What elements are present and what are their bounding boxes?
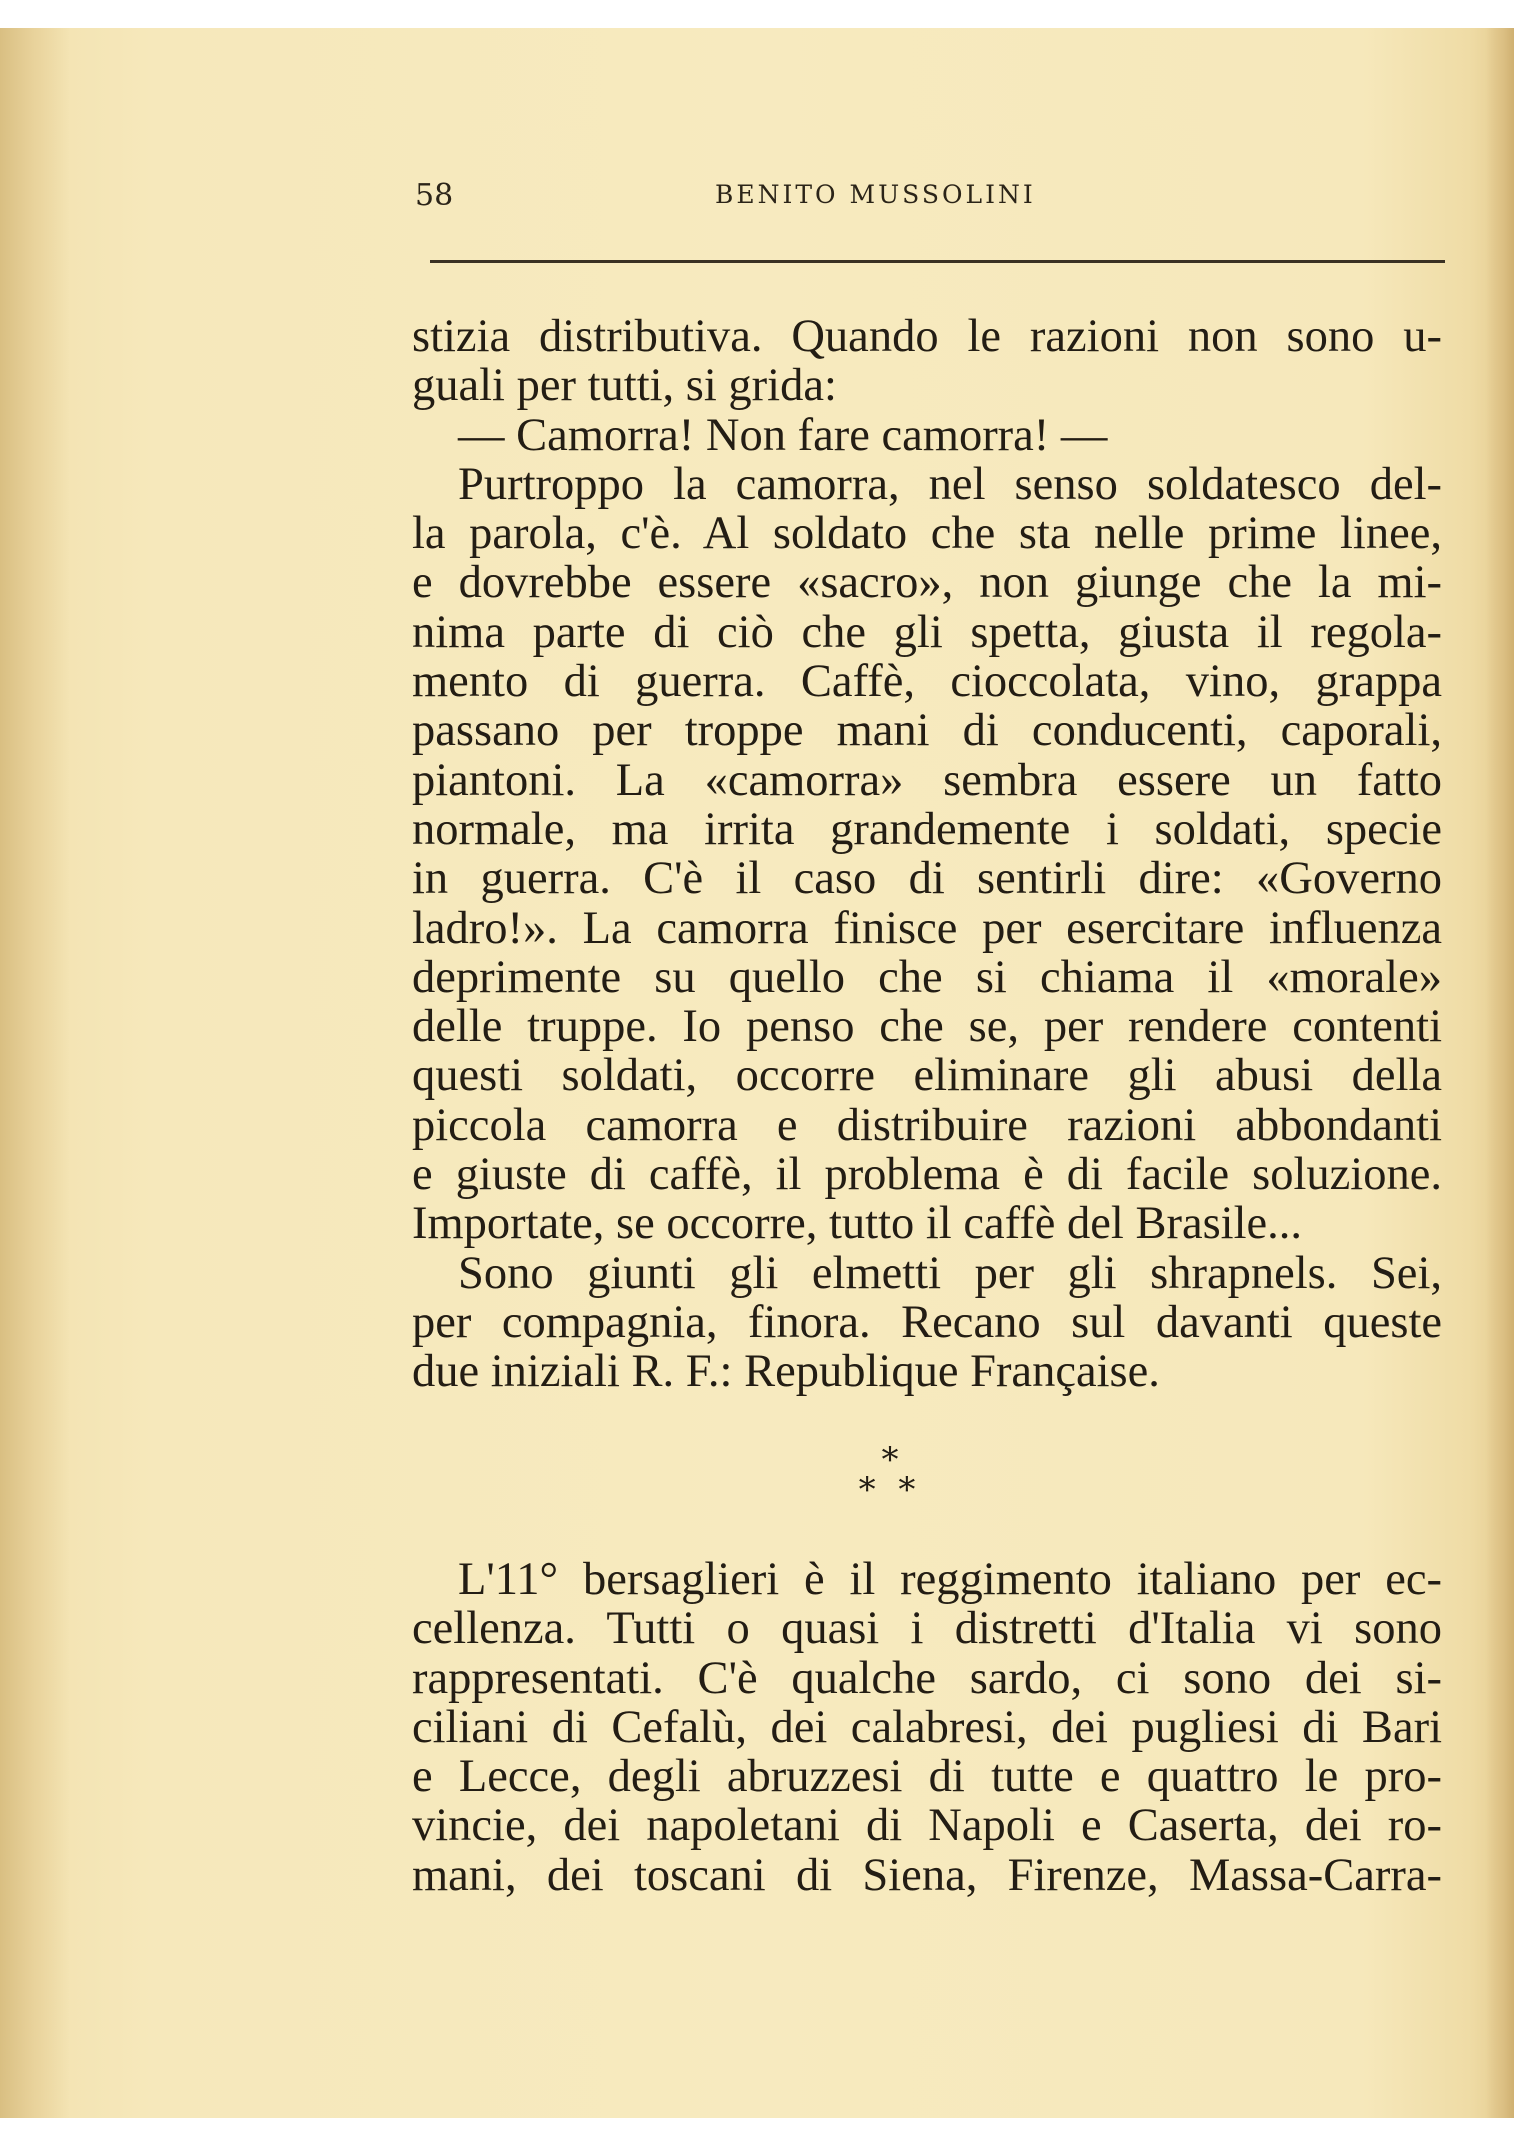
- text-line: piantoni. La «camorra» sembra essere un fatto: [412, 754, 1442, 806]
- text-line: per compagnia, finora. Recano sul davanti queste: [412, 1296, 1442, 1348]
- page-number: 58: [415, 178, 454, 213]
- text-line: e Lecce, degli abruzzesi di tutte e quattro le pro-: [412, 1751, 1442, 1803]
- text-line: guali per tutti, si grida:: [412, 360, 837, 412]
- text-line: mani, dei toscani di Siena, Firenze, Massa-Carra-: [412, 1849, 1442, 1901]
- text-line: — Camorra! Non fare camorra! —: [458, 409, 1108, 461]
- text-line: mento di guerra. Caffè, cioccolata, vino, grappa: [412, 656, 1442, 708]
- text-line: Importate, se occorre, tutto il caffè del Brasile...: [412, 1198, 1303, 1250]
- text-line: Purtroppo la camorra, nel senso soldatesco del-: [458, 458, 1442, 510]
- text-line: rappresentati. C'è qualche sardo, ci sono dei si-: [412, 1652, 1442, 1704]
- page-binding-shadow: [0, 28, 70, 2118]
- text-line: ciliani di Cefalù, dei calabresi, dei pugliesi di Bari: [412, 1701, 1442, 1753]
- text-line: passano per troppe mani di conducenti, caporali,: [412, 705, 1442, 757]
- running-head: BENITO MUSSOLINI: [715, 180, 1036, 209]
- text-line: ladro!». La camorra finisce per esercitare influenza: [412, 902, 1442, 954]
- text-line: in guerra. C'è il caso di sentirli dire: «Governo: [412, 853, 1442, 905]
- text-line: stizia distributiva. Quando le razioni non sono u-: [412, 311, 1442, 362]
- page-edge-shadow: [1486, 28, 1514, 2118]
- text-line: e dovrebbe essere «sacro», non giunge che la mi-: [412, 557, 1442, 609]
- body-text: [412, 312, 1442, 1397]
- text-line: due iniziali R. F.: Republique Française.: [412, 1346, 1160, 1398]
- text-line: questi soldati, occorre eliminare gli abusi della: [412, 1050, 1442, 1102]
- asterism-top: *: [881, 1440, 899, 1480]
- text-line: Sono giunti gli elmetti per gli shrapnels. Sei,: [458, 1247, 1442, 1299]
- text-line: delle truppe. Io penso che se, per rendere contenti: [412, 1001, 1442, 1053]
- page-header: [415, 178, 1415, 218]
- section-asterism: [840, 1440, 940, 1525]
- text-line: nima parte di ciò che gli spetta, giusta il regola-: [412, 606, 1442, 658]
- text-line: L'11° bersaglieri è il reggimento italiano per ec-: [458, 1554, 1442, 1605]
- text-line: deprimente su quello che si chiama il «morale»: [412, 951, 1442, 1003]
- text-line: cellenza. Tutti o quasi i distretti d'Italia vi sono: [412, 1603, 1442, 1655]
- text-line: la parola, c'è. Al soldato che sta nelle prime linee,: [412, 508, 1442, 560]
- header-rule: [430, 260, 1445, 263]
- body-text-section-2: [412, 1555, 1442, 1900]
- text-line: piccola camorra e distribuire razioni abbondanti: [412, 1099, 1442, 1151]
- text-line: e giuste di caffè, il problema è di facile soluzione.: [412, 1149, 1442, 1201]
- asterism-bottom: * *: [858, 1470, 922, 1510]
- text-line: vincie, dei napoletani di Napoli e Caserta, dei ro-: [412, 1800, 1442, 1852]
- text-line: normale, ma irrita grandemente i soldati, specie: [412, 803, 1442, 855]
